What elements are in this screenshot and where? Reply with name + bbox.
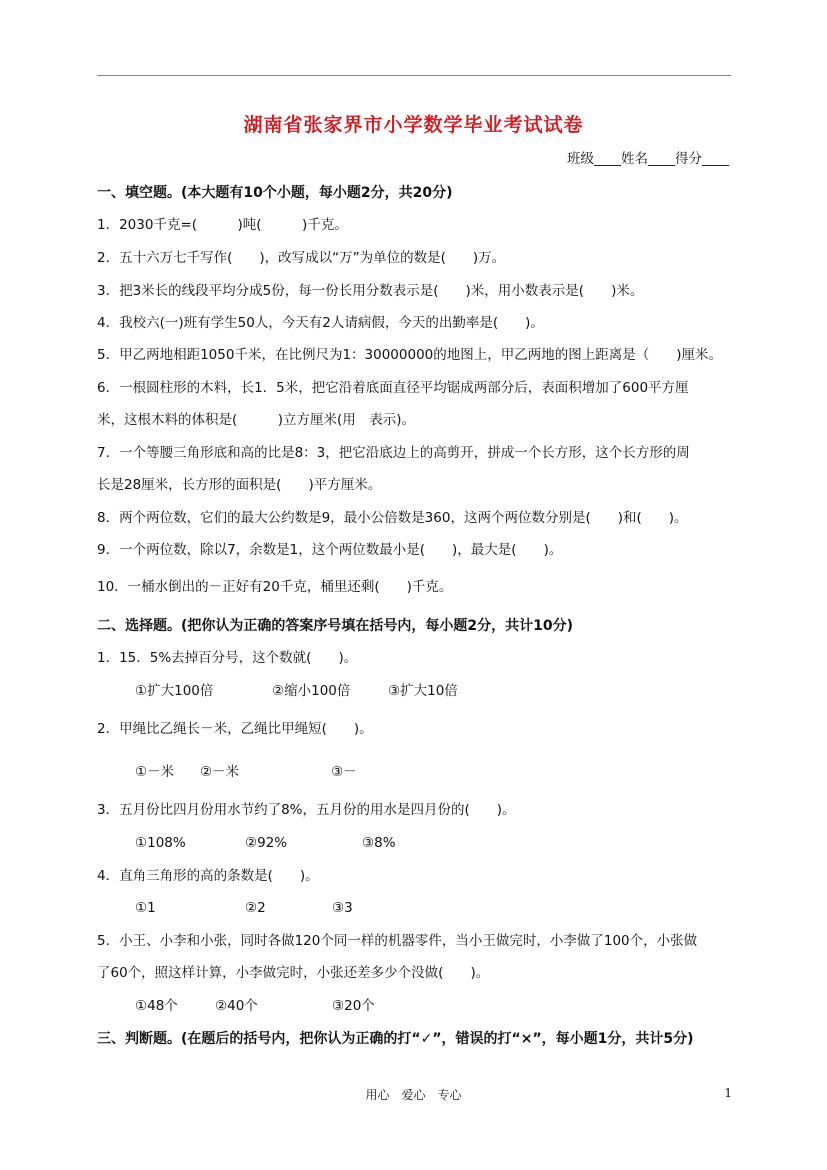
option-row — [135, 762, 357, 782]
question-line: 1．2030千克=( )吨( )千克。 — [97, 217, 348, 233]
option: ②－米 — [200, 764, 240, 780]
question-line: 9．一个两位数，除以7，余数是1，这个两位数最小是( )，最大是( )。 — [97, 542, 563, 558]
option: ①1 — [135, 900, 156, 916]
question-line: 长是28厘米，长方形的面积是( )平方厘米。 — [97, 477, 382, 493]
question-line: 10．一桶水倒出的－正好有20千克，桶里还剩( )千克。 — [97, 579, 453, 595]
option-row — [135, 898, 353, 918]
question-line: 5．小王、小李和小张，同时各做120个同一样的机器零件，当小王做完时，小李做了100个，小张做 — [97, 933, 698, 949]
question-line: 3．五月份比四月份用水节约了8%，五月份的用水是四月份的( )。 — [97, 802, 516, 818]
question-line: 8．两个两位数，它们的最大公约数是9，最小公倍数是360，这两个两位数分别是( )和( )。 — [97, 510, 688, 526]
student-info-row: 班级____姓名____得分____ — [567, 151, 729, 167]
option: ②92% — [245, 835, 288, 851]
question-line: 1．15．5%去掉百分号，这个数就( )。 — [97, 650, 358, 666]
question-line: 了60个，照这样计算，小李做完时，小张还差多少个没做( )。 — [97, 965, 490, 981]
question-line: 2．甲绳比乙绳长－米，乙绳比甲绳短( )。 — [97, 721, 373, 737]
section1-heading: 一、填空题。(本大题有10个小题，每小题2分，共20分) — [97, 185, 453, 201]
option-row — [135, 996, 375, 1016]
question-line: 2．五十六万七千写作( )，改写成以“万”为单位的数是( )万。 — [97, 250, 506, 266]
question-line: 7．一个等腰三角形底和高的比是8：3，把它沿底边上的高剪开，拼成一个长方形，这个长方形的周 — [97, 445, 690, 461]
section2-heading: 二、选择题。(把你认为正确的答案序号填在括号内，每小题2分，共计10分) — [97, 618, 574, 634]
question-line: 5．甲乙两地相距1050千米，在比例尺为1：30000000的地图上，甲乙两地的图上距离是（ )厘米。 — [97, 347, 723, 363]
option: ③扩大10倍 — [388, 683, 458, 699]
option: ②缩小100倍 — [272, 683, 351, 699]
option: ②2 — [245, 900, 266, 916]
header-rule — [97, 75, 731, 76]
option: ②40个 — [215, 998, 258, 1014]
option: ①扩大100倍 — [135, 683, 214, 699]
option: ③－ — [331, 764, 357, 780]
option: ①48个 — [135, 998, 178, 1014]
option-row — [135, 681, 458, 701]
question-line: 米，这根木料的体积是( )立方厘米(用 表示)。 — [97, 412, 416, 428]
option: ③8% — [362, 835, 396, 851]
option: ①108% — [135, 835, 186, 851]
question-line: 4．直角三角形的高的条数是( )。 — [97, 868, 319, 884]
option-row — [135, 833, 396, 853]
page-title: 湖南省张家界市小学数学毕业考试试卷 — [243, 114, 584, 136]
section3-heading: 三、判断题。(在题后的括号内，把你认为正确的打“✓”，错误的打“×”，每小题1分，共计5分) — [97, 1031, 694, 1047]
page-footer: 用心 爱心 专心 — [365, 1088, 462, 1102]
question-line: 3．把3米长的线段平均分成5份，每一份长用分数表示是( )米，用小数表示是( )米。 — [97, 283, 644, 299]
option: ③20个 — [332, 998, 375, 1014]
page-number: 1 — [724, 1086, 732, 1100]
question-line: 6．一根圆柱形的木料，长1．5米，把它沿着底面直径平均锯成两部分后，表面积增加了600平方厘 — [97, 380, 689, 396]
option: ①－米 — [135, 764, 175, 780]
option: ③3 — [332, 900, 353, 916]
question-line: 4．我校六(一)班有学生50人，今天有2人请病假，今天的出勤率是( )。 — [97, 315, 544, 331]
